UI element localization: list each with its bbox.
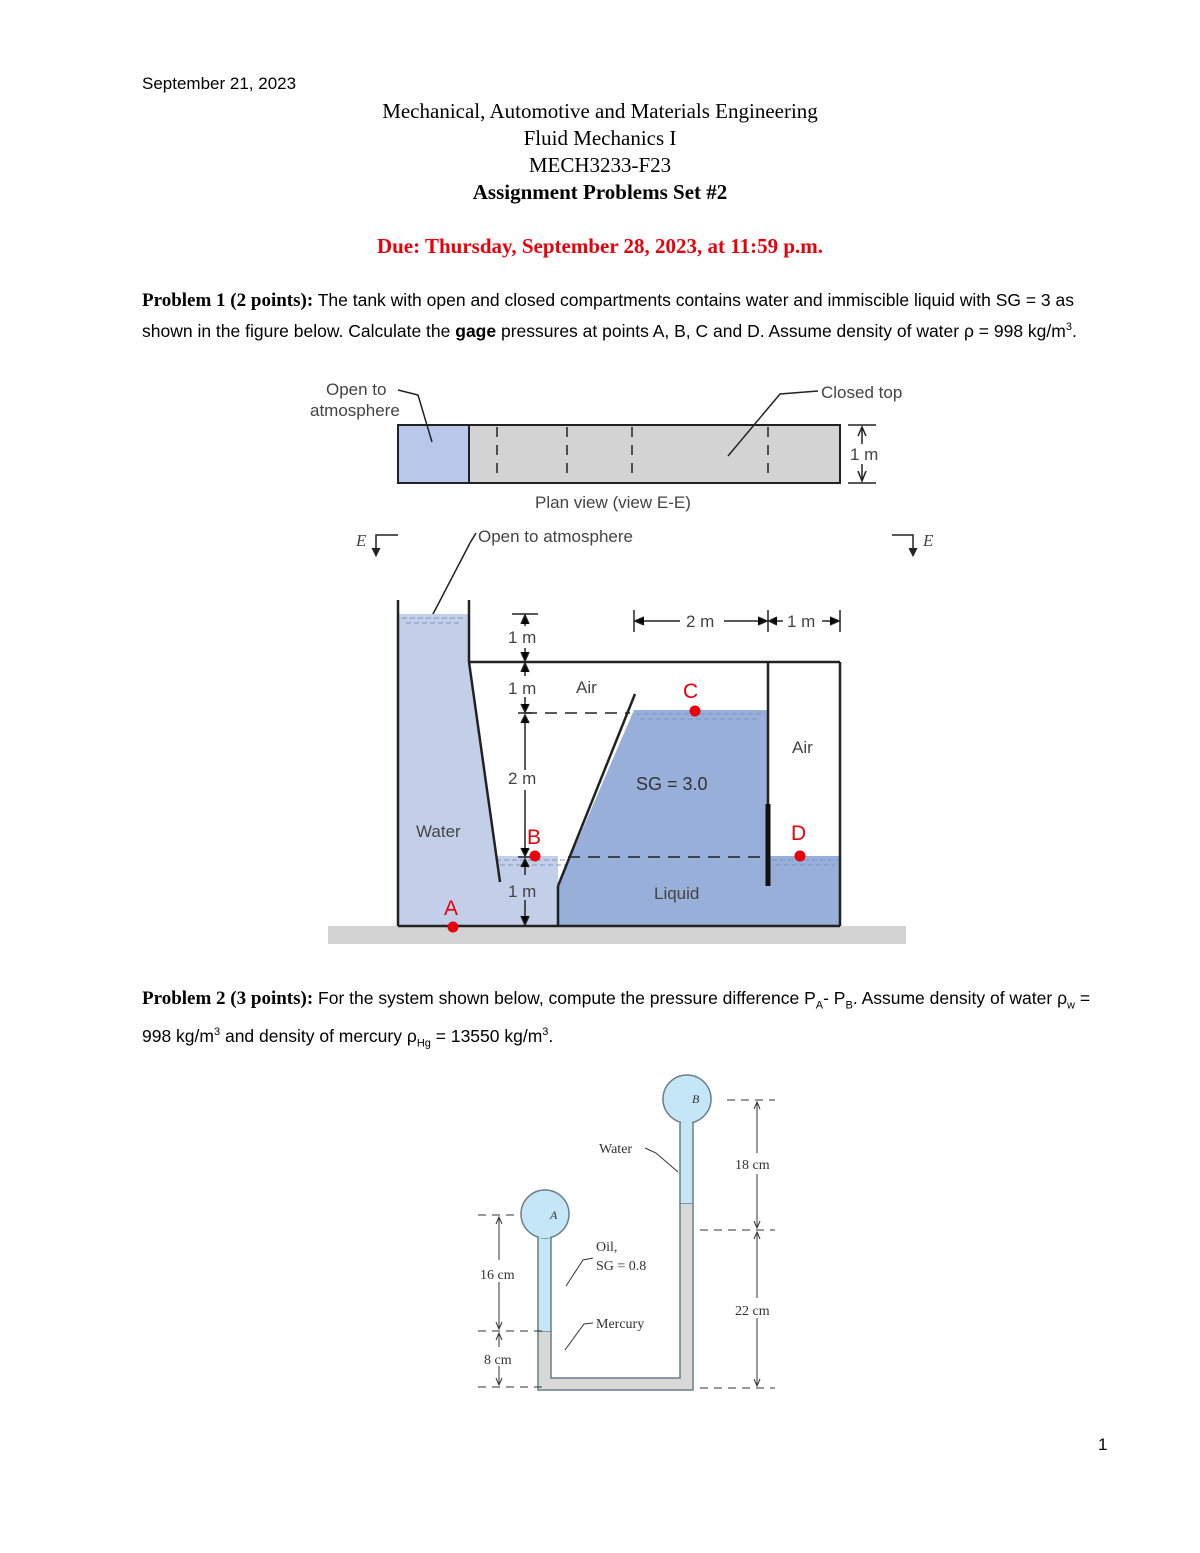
- sup-2: 3: [542, 1025, 549, 1038]
- point-a-label: A: [444, 897, 459, 920]
- atmosphere-label: atmosphere: [310, 401, 400, 420]
- section-e-right-head: [909, 548, 917, 556]
- section-e-left-head: [372, 548, 380, 556]
- mercury-leader: [565, 1323, 593, 1350]
- figure-2-manometer-diagram: [0, 1060, 1200, 1400]
- problem-2-text-2: - P: [823, 988, 846, 1008]
- course-name: Fluid Mechanics I: [523, 126, 677, 150]
- water-leader: [645, 1148, 678, 1172]
- dim-22cm-label: 22 cm: [735, 1304, 770, 1319]
- plan-open-compartment: [398, 425, 469, 483]
- dim-16cm-label: 16 cm: [480, 1268, 515, 1283]
- course-code: MECH3233-F23: [528, 153, 672, 177]
- dim-bottom-label: 1 m: [508, 882, 537, 901]
- problem-2-heading: Problem 2 (3 points):: [142, 988, 314, 1009]
- air-right-label: Air: [792, 738, 813, 757]
- dim-1m-horizontal-label: 1 m: [787, 612, 816, 631]
- assignment-title: Assignment Problems Set #2: [472, 180, 728, 204]
- dim-8cm-label: 8 cm: [484, 1353, 512, 1368]
- water-label: Water: [599, 1142, 633, 1157]
- problem-2-text-3: . Assume density of water ρ: [852, 988, 1068, 1008]
- figure-1-tank-diagram: [0, 370, 1200, 960]
- sub-b: B: [845, 999, 853, 1012]
- oil-leader: [566, 1258, 593, 1286]
- sub-w: w: [1067, 999, 1075, 1012]
- problem-2-text: For the system shown below, compute the pressure difference P: [313, 988, 816, 1008]
- sub-hg: Hg: [416, 1036, 431, 1049]
- section-e-right-arrow: [892, 535, 913, 550]
- sub-a: A: [815, 999, 824, 1012]
- air-left-label: Air: [576, 678, 597, 697]
- dim-2m-horizontal-label: 2 m: [686, 612, 715, 631]
- problem-2-text-5: and density of mercury ρ: [220, 1025, 417, 1046]
- problem-1-end: .: [1071, 320, 1077, 341]
- mercury-label: Mercury: [596, 1317, 645, 1332]
- problem-1-sup: 3: [1065, 321, 1072, 333]
- section-e-left-arrow: [376, 535, 398, 550]
- point-c-label: C: [683, 680, 699, 703]
- oil-sg-label: SG = 0.8: [596, 1259, 647, 1274]
- problem-1-heading: Problem 1 (2 points):: [142, 290, 314, 311]
- section-e-left: E: [356, 531, 367, 550]
- ground: [328, 926, 906, 944]
- point-b-marker: [530, 851, 541, 862]
- dim-2m-vertical-label: 2 m: [508, 769, 537, 788]
- plan-closed-compartment: [469, 425, 840, 483]
- document-date: September 21, 2023: [142, 74, 297, 93]
- bulb-a-neck: [539, 1232, 550, 1238]
- oil-label: Oil,: [596, 1240, 618, 1255]
- water-label: Water: [416, 822, 461, 841]
- department-name: Mechanical, Automotive and Materials Engineering: [382, 99, 818, 123]
- dim-18cm-label: 18 cm: [735, 1158, 770, 1173]
- point-d-marker: [795, 851, 806, 862]
- bulb-a: [521, 1190, 569, 1238]
- sup-1: 3: [213, 1025, 221, 1038]
- water-column: [680, 1122, 693, 1203]
- page-number: 1: [1098, 1435, 1108, 1454]
- problem-1-text: The tank with open and closed compartments contains water and immiscible liquid with SG = 3 as shown in the figure below. Calculate the: [142, 290, 1074, 341]
- right-dimensions: [754, 1102, 760, 1386]
- problem-1-text-2: pressures at points A, B, C and D. Assume density of water ρ = 998 kg/m: [496, 320, 1066, 341]
- dim-top-label: 1 m: [508, 628, 537, 647]
- plan-height-label: 1 m: [850, 445, 879, 464]
- due-date: Due: Thursday, September 28, 2023, at 11:59 p.m.: [376, 234, 824, 258]
- point-a-marker: [448, 922, 459, 933]
- problem-2-text-6: = 13550 kg/m: [430, 1025, 543, 1046]
- oil-column: [538, 1235, 551, 1331]
- closed-top-label: Closed top: [821, 383, 903, 402]
- problem-2-text-4: = 998 kg/m: [142, 988, 1091, 1046]
- point-b-label: B: [527, 826, 542, 849]
- bulb-b: [663, 1075, 711, 1123]
- bulb-b-neck: [681, 1118, 692, 1126]
- bulb-b-label: B: [692, 1092, 700, 1106]
- open-to-label: Open to: [326, 380, 387, 399]
- sg-label: SG = 3.0: [636, 774, 708, 794]
- open-to-atmosphere-label: Open to atmosphere: [478, 527, 633, 546]
- point-c-marker: [690, 706, 701, 717]
- section-e-right: E: [923, 531, 934, 550]
- point-d-label: D: [791, 822, 807, 845]
- problem-1-statement: [142, 287, 1117, 344]
- problem-2-statement: [142, 985, 1117, 1056]
- problem-1-bold-word: gage: [455, 320, 497, 341]
- problem-2-end: .: [548, 1025, 554, 1046]
- dim-second-label: 1 m: [508, 679, 537, 698]
- bulb-a-label: A: [550, 1208, 558, 1222]
- liquid-label: Liquid: [654, 884, 700, 903]
- plan-view-label: Plan view (view E-E): [535, 493, 691, 512]
